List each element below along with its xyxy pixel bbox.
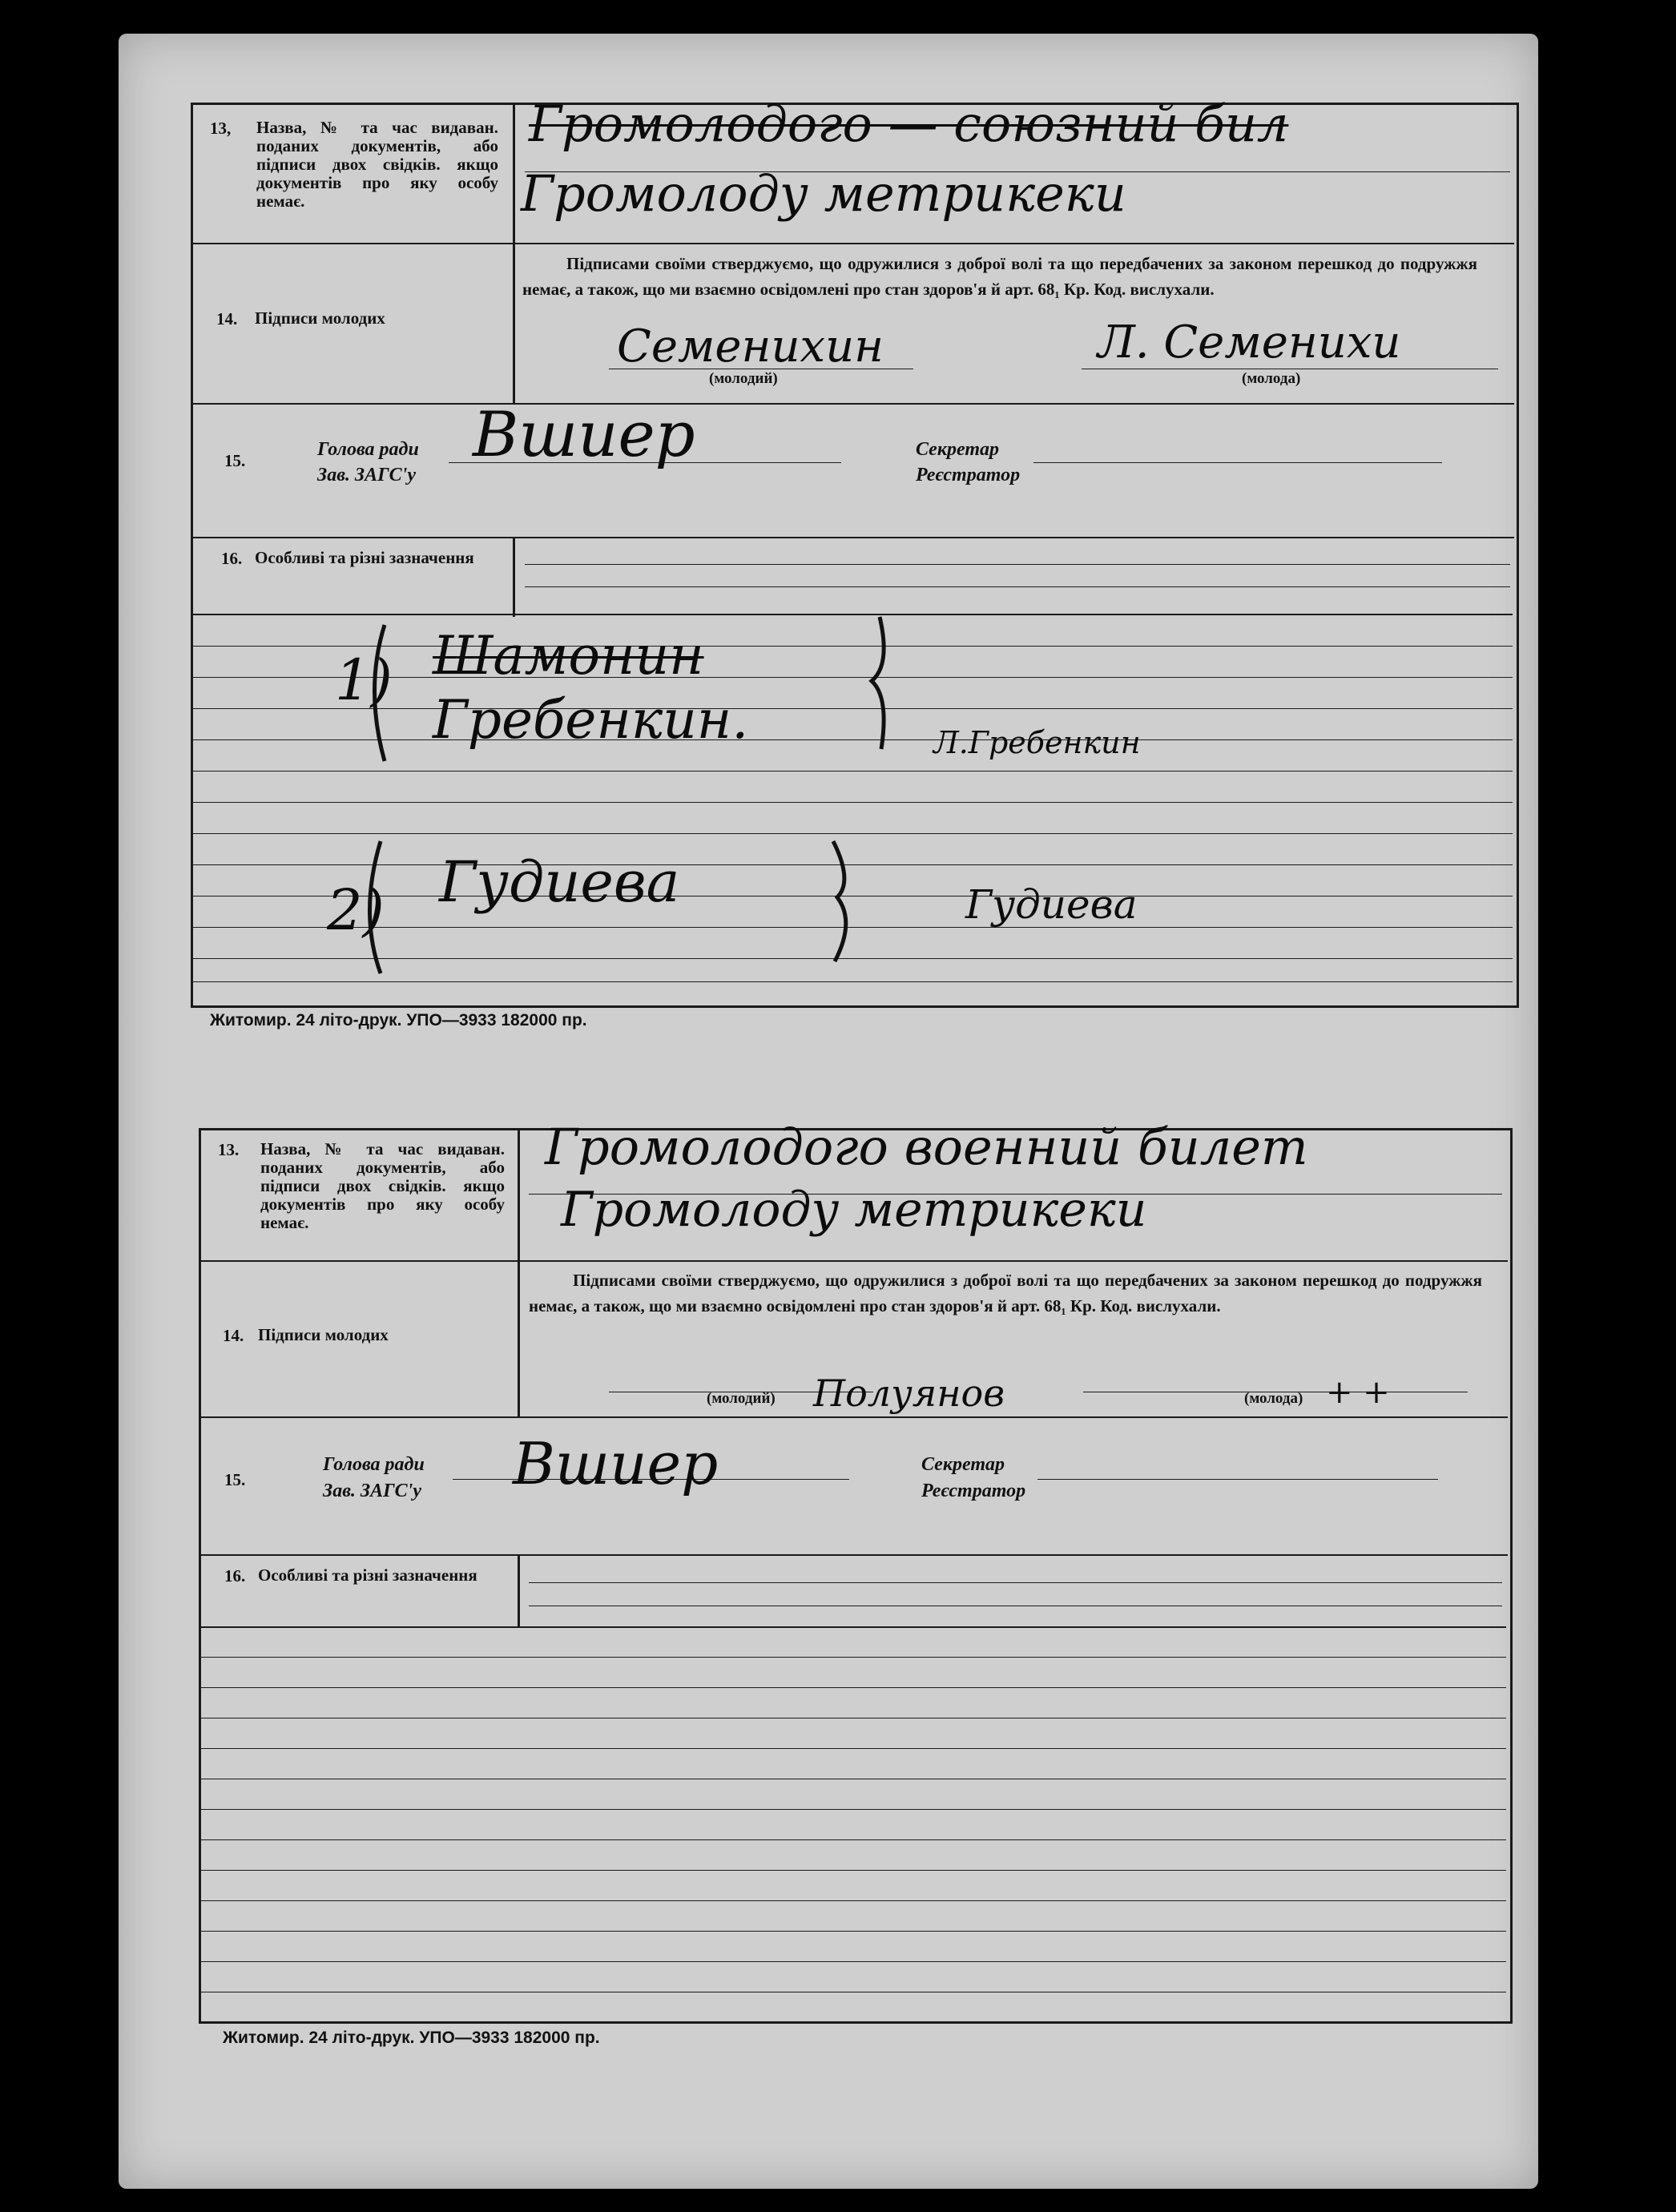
row16-number: 16. [221, 549, 243, 568]
row13-number: 13. [218, 1140, 240, 1159]
ruled-line [200, 1748, 1506, 1749]
row13-handwriting-line1: Громолодого военний билет [545, 1118, 1308, 1176]
note1-line2: Гребенкин. [433, 689, 749, 751]
groom-caption: (молодий) [709, 370, 778, 387]
bottom-row-separator [199, 1260, 1508, 1262]
row15-number: 15. [224, 1470, 246, 1489]
bride-signature: Л. Семенихи [1098, 316, 1401, 369]
ruled-line [200, 1687, 1506, 1688]
note1-line1: Шамонин [433, 625, 704, 687]
ruled-line [200, 1657, 1506, 1658]
secretary-label: Секретар [916, 439, 999, 460]
bride-caption: (молода) [1244, 1390, 1303, 1407]
ruled-line [200, 1931, 1506, 1932]
zags-head-label: Зав. ЗАГС'у [323, 1481, 421, 1501]
bottom-row-separator [199, 1554, 1508, 1556]
row13-handwriting-line2: Громолоду метрикеки [521, 164, 1126, 223]
bride-signature: + + [1326, 1374, 1390, 1411]
row13-label: Назва, № та час видаван. поданих документів, або підписи двох свідків. якщо документів про яку особу немає. [260, 1139, 505, 1232]
row14-number: 14. [223, 1326, 244, 1345]
bottom-form-column-divider [518, 1260, 520, 1416]
row14-label: Підписи молодих [255, 308, 385, 328]
row13-handwriting-line1: Громолодого — союзний бил [529, 95, 1289, 153]
ruled-line [529, 1582, 1502, 1583]
ruled-line [200, 1900, 1506, 1901]
registrar-label: Реєстратор [916, 465, 1021, 486]
registrar-label: Реєстратор [921, 1481, 1026, 1501]
ruled-line [200, 1809, 1506, 1810]
bottom-form-column-divider [518, 1554, 520, 1626]
bottom-form-footer: Житомир. 24 літо-друк. УПО—3933 182000 пр. [223, 2029, 600, 2047]
groom-signature: Семенихин [617, 320, 884, 373]
note1-index: 1) [335, 647, 393, 713]
ruled-line [200, 1961, 1506, 1962]
note2-index: 2) [327, 877, 385, 943]
ruled-line [200, 1626, 1506, 1628]
marriage-declaration: Підписами своїми стверджуємо, що одружилися з доброї волі та що передбачених за законом перешкод до подружжя немає, а також, що ми взаємно освідомлені про стан здоров'я й арт. 68₁ Кр. Код. вислухали. [529, 1271, 1482, 1316]
groom-caption: (молодий) [707, 1390, 776, 1407]
row16-label: Особливі та різні зазначення [258, 1565, 477, 1585]
row13-label: Назва, № та час видаван. поданих документів, або підписи двох свідків. якщо документів про яку особу немає. [256, 118, 498, 211]
note2-signature: Гудиева [965, 881, 1138, 928]
note1-signature: Л.Гребенкин [933, 725, 1141, 760]
row16-label: Особливі та різні зазначення [255, 548, 474, 567]
secretary-signature-line [1037, 1479, 1438, 1480]
ruled-line [200, 1870, 1506, 1871]
head-of-council-label: Голова ради [317, 439, 419, 460]
head-of-council-label: Голова ради [323, 1454, 425, 1475]
row15-number: 15. [224, 451, 246, 470]
bride-caption: (молода) [1242, 370, 1301, 387]
groom-signature: Полуянов [813, 1372, 1005, 1415]
marriage-declaration: Підписами своїми стверджуємо, що одружилися з доброї волі та що передбачених за законом перешкод до подружжя немає, а також, що ми взаємно освідомлені про стан здоров'я й арт. 68₁ Кр. Код. вислухали. [522, 254, 1477, 299]
secretary-label: Секретар [921, 1454, 1005, 1475]
row14-number: 14. [216, 309, 238, 328]
row13-handwriting-line2: Громолоду метрикеки [561, 1182, 1147, 1238]
zags-head-label: Зав. ЗАГС'у [317, 465, 416, 486]
row13-number: 13, [210, 119, 232, 138]
ruled-line [200, 1839, 1506, 1840]
row14-label: Підписи молодих [258, 1325, 389, 1344]
bottom-row-separator [199, 1416, 1508, 1418]
note2-line1: Гудиева [439, 849, 680, 915]
head-signature: Вшиер [473, 399, 695, 471]
bottom-form-column-divider [518, 1128, 520, 1260]
row16-number: 16. [224, 1566, 246, 1585]
head-signature: Вшиер [513, 1430, 719, 1497]
top-form-footer: Житомир. 24 літо-друк. УПО—3933 182000 пр. [210, 1011, 587, 1029]
